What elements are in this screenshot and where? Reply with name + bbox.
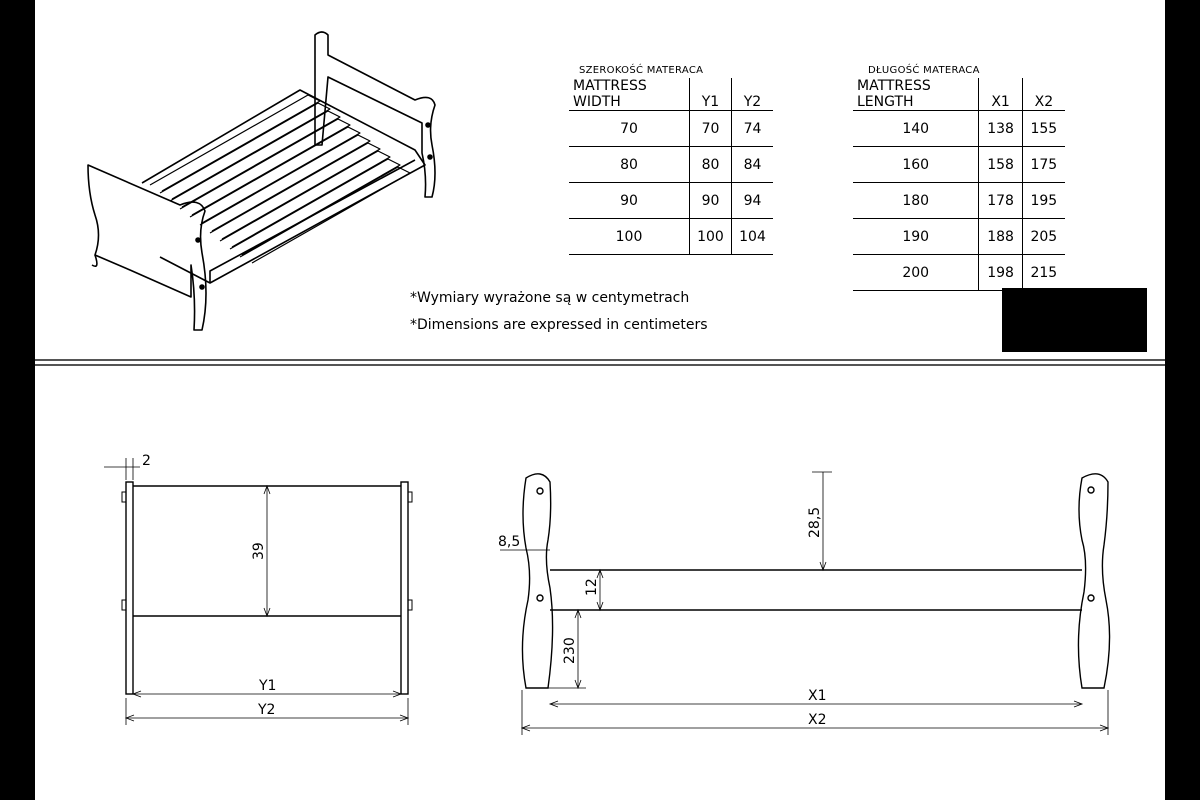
table-cell: 70 xyxy=(569,111,689,147)
left-post xyxy=(126,482,133,694)
dim-label-height: 39 xyxy=(251,542,267,560)
table-cell: 180 xyxy=(853,183,979,219)
table-row xyxy=(569,111,773,147)
header-x1: X1 xyxy=(979,78,1022,111)
table-cell: 175 xyxy=(1022,147,1065,183)
header-mattress-length: MATTRESS LENGTH xyxy=(853,78,979,111)
table-cell: 70 xyxy=(689,111,731,147)
table-cell: 188 xyxy=(979,219,1022,255)
table-cell: 215 xyxy=(1022,255,1065,291)
dim-label-x2: X2 xyxy=(808,712,827,728)
right-end-board xyxy=(1078,474,1109,688)
table-cell: 74 xyxy=(731,111,773,147)
table-row xyxy=(853,111,1065,147)
table-row xyxy=(853,183,1065,219)
dim-label-top: 2 xyxy=(142,453,151,469)
table-cell: 100 xyxy=(569,219,689,255)
table-cell: 160 xyxy=(853,147,979,183)
header-y1: Y1 xyxy=(689,78,731,111)
note-polish: *Wymiary wyrażone są w centymetrach xyxy=(410,290,690,306)
dim-label-rail: 12 xyxy=(584,578,600,596)
bed-isometric-illustration xyxy=(70,25,450,345)
mattress-length-table xyxy=(853,78,1065,291)
redaction-box xyxy=(1002,288,1147,352)
table-cell: 205 xyxy=(1022,219,1065,255)
side-view-drawing xyxy=(490,460,1120,750)
front-view-drawing xyxy=(100,440,430,740)
table-cell: 198 xyxy=(979,255,1022,291)
table-cell: 140 xyxy=(853,111,979,147)
length-table-caption: DŁUGOŚĆ MATERACA xyxy=(868,65,980,76)
table-cell: 90 xyxy=(569,183,689,219)
table-cell: 155 xyxy=(1022,111,1065,147)
table-row xyxy=(569,219,773,255)
table-cell: 138 xyxy=(979,111,1022,147)
table-cell: 94 xyxy=(731,183,773,219)
table-row xyxy=(853,147,1065,183)
table-row xyxy=(569,183,773,219)
table-cell: 80 xyxy=(569,147,689,183)
table-header-row xyxy=(569,78,773,111)
header-y2: Y2 xyxy=(731,78,773,111)
header-x2: X2 xyxy=(1022,78,1065,111)
section-divider xyxy=(35,359,1165,361)
section-divider-secondary xyxy=(35,364,1165,366)
table-header-row xyxy=(853,78,1065,111)
table-cell: 195 xyxy=(1022,183,1065,219)
dim-label-bottom: 230 xyxy=(562,637,578,664)
left-end-board xyxy=(522,474,552,688)
width-table-caption: SZEROKOŚĆ MATERACA xyxy=(579,65,704,76)
dim-label-top: 28,5 xyxy=(807,506,823,538)
table-cell: 190 xyxy=(853,219,979,255)
table-cell: 200 xyxy=(853,255,979,291)
dim-label-y1: Y1 xyxy=(259,678,277,694)
mattress-width-table xyxy=(569,78,773,255)
note-english: *Dimensions are expressed in centimeters xyxy=(410,317,708,333)
table-cell: 80 xyxy=(689,147,731,183)
dim-label-y2: Y2 xyxy=(258,702,276,718)
table-cell: 178 xyxy=(979,183,1022,219)
table-row xyxy=(853,255,1065,291)
table-row xyxy=(569,147,773,183)
right-post xyxy=(401,482,408,694)
table-cell: 104 xyxy=(731,219,773,255)
table-cell: 84 xyxy=(731,147,773,183)
table-cell: 100 xyxy=(689,219,731,255)
table-cell: 90 xyxy=(689,183,731,219)
header-mattress-width: MATTRESS WIDTH xyxy=(569,78,689,111)
dim-label-x1: X1 xyxy=(808,688,827,704)
table-cell: 158 xyxy=(979,147,1022,183)
table-row xyxy=(853,219,1065,255)
dim-label-left: 8,5 xyxy=(498,534,521,550)
